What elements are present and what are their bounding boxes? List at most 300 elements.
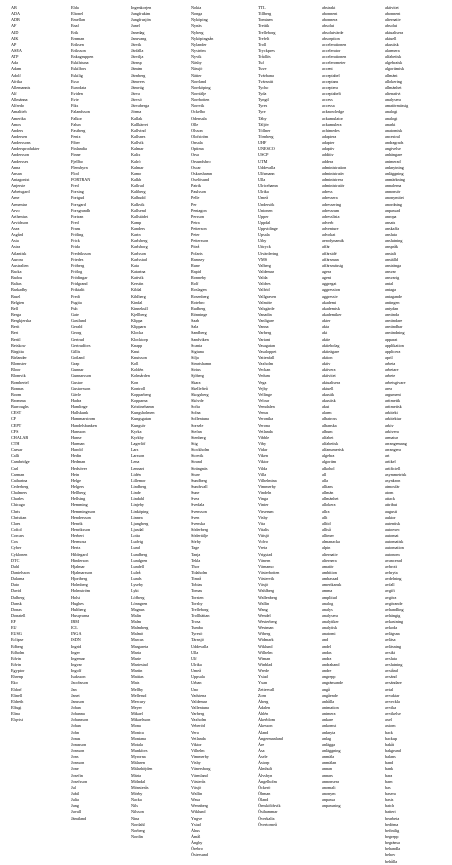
word-entry: Veronika bbox=[258, 416, 274, 422]
word-entry: Ängby bbox=[191, 840, 203, 846]
word-entry: Linnea bbox=[131, 514, 143, 520]
word-entry: Gerald bbox=[71, 324, 83, 330]
word-entry: Vanna bbox=[258, 324, 269, 330]
word-entry: Christian bbox=[11, 514, 27, 520]
word-entry: Solna bbox=[191, 410, 201, 416]
word-entry: album bbox=[322, 428, 333, 434]
word-entry: Lykt bbox=[131, 588, 139, 594]
word-entry: Ludvig bbox=[131, 539, 144, 545]
word-entry: avläsning bbox=[385, 643, 402, 649]
word-entry: Nina bbox=[131, 815, 140, 821]
word-entry: Onsala bbox=[191, 140, 203, 146]
word-entry: Jansvang bbox=[131, 35, 147, 41]
word-entry: Simrishamn bbox=[191, 361, 212, 367]
word-entry: Lidén bbox=[131, 471, 141, 477]
word-entry: Wennberg bbox=[191, 803, 209, 809]
word-entry: USCP bbox=[258, 152, 269, 158]
word-entry: Kinnekull bbox=[131, 305, 148, 311]
word-entry: Eskilstuna bbox=[71, 60, 89, 66]
word-entry: Sollentuna bbox=[191, 416, 209, 422]
word-entry: Margareta bbox=[131, 643, 149, 649]
word-entry: Dahl bbox=[11, 563, 20, 569]
word-entry: administrativ bbox=[322, 170, 345, 176]
word-entry: Vattenfall bbox=[258, 355, 275, 361]
word-entry: Valdemar bbox=[258, 269, 275, 275]
word-entry: Norrtälje bbox=[191, 90, 207, 96]
word-entry: Hjalmar bbox=[71, 563, 85, 569]
word-entry: Peter bbox=[191, 232, 200, 238]
word-entry: Cyber bbox=[11, 545, 22, 551]
word-entry: Järvsö bbox=[131, 97, 142, 103]
word-entry: David bbox=[11, 588, 22, 594]
word-entry: Vedum bbox=[258, 373, 270, 379]
word-entry: arbetare bbox=[385, 367, 399, 373]
word-entry: anläggning bbox=[385, 170, 404, 176]
word-entry: Nässjö bbox=[191, 66, 203, 72]
word-entry: Cofiol bbox=[11, 526, 22, 532]
word-entry: Sandberg bbox=[191, 330, 207, 336]
word-entry: Linköping bbox=[131, 508, 149, 514]
word-entry: Calli bbox=[11, 453, 20, 459]
word-entry: Henriksson bbox=[71, 526, 91, 532]
word-entry: Strängnäs bbox=[191, 465, 208, 471]
word-entry: accelerationen bbox=[322, 41, 347, 47]
word-entry: Asta bbox=[11, 238, 19, 244]
word-entry: Kerstin bbox=[131, 281, 144, 287]
word-entry: barn bbox=[385, 778, 393, 784]
word-entry: Gustavsson bbox=[71, 385, 91, 391]
word-entry: Hildegard bbox=[71, 551, 88, 557]
word-entry: Andersses bbox=[11, 158, 29, 164]
word-entry: Birlander bbox=[11, 355, 27, 361]
word-entry: Norberg bbox=[131, 827, 145, 833]
word-entry: Badou bbox=[11, 275, 22, 281]
word-entry: ackumulator bbox=[322, 115, 343, 121]
word-entry: alltmer bbox=[322, 533, 334, 539]
word-entry: anhängare bbox=[385, 152, 403, 158]
word-entry: Herbert bbox=[71, 533, 84, 539]
word-entry: Åberg bbox=[258, 698, 269, 704]
word-entry: Gunnar bbox=[71, 367, 84, 373]
word-entry: avkoda bbox=[385, 625, 398, 631]
word-entry: Veckan bbox=[258, 367, 271, 373]
word-entry: Torsten bbox=[191, 594, 204, 600]
word-entry: Eriksson bbox=[71, 47, 86, 53]
word-entry: Kontroll bbox=[131, 385, 146, 391]
word-entry: avsändare bbox=[385, 680, 402, 686]
word-entry: Fortran bbox=[71, 213, 84, 219]
word-entry: aktiv bbox=[322, 361, 331, 367]
word-entry: Donas bbox=[11, 606, 22, 612]
word-entry: Vilhelmina bbox=[258, 477, 277, 483]
word-entry: Antagonist bbox=[11, 176, 30, 182]
word-entry: Tekla bbox=[191, 557, 201, 563]
word-entry: Oskarshamn bbox=[191, 170, 212, 176]
word-entry: Sofia bbox=[191, 404, 200, 410]
word-entry: Uppdal bbox=[258, 219, 271, 225]
word-entry: administrera bbox=[322, 176, 343, 182]
word-entry: alltid bbox=[322, 520, 331, 526]
word-entry: ancestral bbox=[385, 133, 400, 139]
word-entry: CTH bbox=[11, 440, 20, 446]
word-entry: CEST bbox=[11, 410, 22, 416]
word-entry: Vita bbox=[258, 520, 265, 526]
word-entry: Jämtm bbox=[131, 66, 143, 72]
word-entry: Ulricehamn bbox=[258, 183, 278, 189]
word-entry: angivelse bbox=[385, 146, 401, 152]
word-entry: Zettervall bbox=[258, 686, 275, 692]
word-entry: aggregat bbox=[322, 281, 337, 287]
word-entry: CHALAB bbox=[11, 434, 29, 440]
word-entry: Hjalmarsson bbox=[71, 569, 93, 575]
word-entry: Olofström bbox=[191, 133, 209, 139]
word-entry: adressrum bbox=[322, 207, 340, 213]
word-entry: Mellby bbox=[131, 686, 144, 692]
word-entry: affär bbox=[322, 244, 330, 250]
word-entry: attack bbox=[385, 496, 395, 502]
word-entry: Arne bbox=[11, 195, 20, 201]
word-entry: Johan bbox=[71, 705, 81, 711]
word-entry: UTM bbox=[258, 158, 268, 164]
word-entry: Mercury bbox=[131, 698, 146, 704]
word-entry: avlägsna bbox=[385, 631, 400, 637]
word-entry: Tvärsnitt bbox=[258, 78, 274, 84]
word-entry: Mats bbox=[131, 680, 140, 686]
word-entry: arkitekt bbox=[385, 410, 398, 416]
word-entry: Skogsberg bbox=[191, 391, 209, 397]
word-entry: Emellan bbox=[71, 17, 85, 23]
word-entry: Eltonel bbox=[71, 11, 84, 17]
word-entry: Trådlös bbox=[258, 54, 271, 60]
word-entry: abstrakt bbox=[322, 5, 336, 10]
word-entry: Odensala bbox=[191, 115, 207, 121]
word-entry: bakåt bbox=[385, 741, 395, 747]
word-entry: Åstorp bbox=[258, 760, 270, 766]
word-entry: anskaffa bbox=[385, 226, 400, 232]
word-entry: art bbox=[385, 453, 390, 459]
word-entry: Luleå bbox=[131, 569, 141, 575]
word-entry: Optima bbox=[191, 146, 204, 152]
word-entry: Ångermanland bbox=[258, 735, 283, 741]
word-entry: Uppsala bbox=[191, 674, 205, 680]
word-entry: Rotebro bbox=[191, 299, 205, 305]
word-entry: Kopparberg bbox=[131, 391, 151, 397]
word-entry: Viby bbox=[258, 440, 267, 446]
word-entry: Jul bbox=[71, 784, 76, 790]
word-entry: Överkalix bbox=[258, 815, 275, 821]
word-entry: Skellefteå bbox=[191, 385, 208, 391]
word-entry: Pentagon bbox=[191, 207, 207, 213]
word-entry: adressering bbox=[322, 201, 342, 207]
word-entry: Svea bbox=[191, 496, 200, 502]
word-entry: Nynäs bbox=[191, 23, 202, 29]
word-entry: acceptera bbox=[322, 84, 338, 90]
word-entry: Järva bbox=[131, 90, 140, 96]
word-entry: acknowledge bbox=[322, 109, 345, 115]
word-entry: amma bbox=[322, 588, 333, 594]
word-entry: avveckla bbox=[385, 698, 400, 704]
word-entry: aktivera bbox=[322, 367, 336, 373]
word-entry: Linjeby bbox=[131, 502, 145, 508]
word-entry: INGA bbox=[71, 631, 82, 637]
word-entry: Vemdalen bbox=[258, 404, 275, 410]
word-entry: Friktalit bbox=[71, 287, 85, 293]
word-entry: arrangera bbox=[385, 447, 401, 453]
word-entry: Jung bbox=[71, 803, 79, 809]
word-entry: balans bbox=[385, 754, 396, 760]
word-entry: arbete bbox=[385, 373, 396, 379]
word-entry: VMS bbox=[258, 256, 268, 262]
word-entry: Kihlberg bbox=[131, 293, 146, 299]
word-entry: Berga bbox=[11, 312, 21, 318]
word-entry: Lundgren bbox=[131, 557, 148, 563]
word-entry: Martin bbox=[131, 668, 143, 674]
word-entry: Tuve bbox=[258, 66, 267, 72]
word-entry: Velour bbox=[258, 398, 270, 403]
word-entry: Lindahl bbox=[131, 496, 145, 502]
word-entry: Nokia bbox=[191, 5, 202, 10]
word-entry: Alf bbox=[11, 90, 17, 96]
word-entry: anmärkning bbox=[385, 176, 406, 182]
word-entry: Baltas bbox=[11, 281, 22, 287]
word-entry: Kalrö bbox=[131, 158, 141, 164]
word-entry: animation bbox=[322, 705, 339, 711]
word-entry: alla bbox=[322, 477, 329, 483]
word-entry: anknytning bbox=[385, 164, 404, 170]
word-entry: Magnus bbox=[131, 606, 145, 612]
word-entry: allra bbox=[322, 508, 330, 514]
word-entry: Norrvik bbox=[191, 103, 205, 109]
word-entry: Ingolf bbox=[71, 668, 82, 674]
word-entry: annonsör bbox=[385, 189, 401, 195]
word-entry: Eko bbox=[11, 680, 18, 686]
word-entry: Övertorneå bbox=[258, 821, 277, 827]
word-entry: Hellberg bbox=[71, 490, 86, 496]
word-entry: använda bbox=[385, 312, 399, 318]
word-entry: Vadstena bbox=[191, 692, 207, 698]
word-entry: Nils bbox=[131, 803, 138, 809]
word-entry: aktieägare bbox=[322, 348, 340, 354]
word-entry: Bertil bbox=[11, 336, 21, 342]
word-entry: Virserum bbox=[258, 508, 274, 514]
word-entry: Jämtland bbox=[71, 815, 87, 821]
word-entry: Olle bbox=[191, 121, 199, 127]
word-entry: april bbox=[385, 355, 393, 361]
word-entry: Georg bbox=[71, 330, 82, 336]
word-entry: Tage bbox=[191, 545, 200, 551]
word-entry: Forsgrandh bbox=[71, 207, 91, 213]
word-entry: Jungfrukim bbox=[131, 11, 151, 17]
word-entry: backup bbox=[385, 735, 398, 741]
word-entry: Vetlanda bbox=[258, 428, 273, 434]
word-entry: Claes bbox=[11, 520, 21, 526]
word-entry: Jubil bbox=[71, 791, 80, 796]
word-entry: Sigtuna bbox=[191, 348, 204, 354]
word-entry: avvika bbox=[385, 705, 397, 711]
word-entry: antal bbox=[385, 281, 394, 287]
word-entry: aritmetisk bbox=[385, 404, 402, 410]
word-entry: Stenberg bbox=[191, 434, 206, 440]
word-column-4 bbox=[191, 5, 249, 859]
word-entry: argument bbox=[385, 391, 401, 397]
word-entry: avbryta bbox=[385, 569, 398, 575]
word-entry: algoritm bbox=[322, 459, 337, 465]
word-entry: Yngve bbox=[191, 815, 203, 821]
word-entry: Vänersborg bbox=[191, 766, 211, 772]
word-entry: Kallvind bbox=[131, 127, 146, 133]
word-entry: Fredriksson bbox=[71, 250, 91, 256]
word-entry: Gillis bbox=[71, 348, 81, 354]
word-entry: Stockholm bbox=[191, 447, 210, 453]
word-entry: Stefan bbox=[191, 428, 202, 434]
word-entry: Falandsson bbox=[71, 109, 90, 115]
word-entry: Ingenkorjen bbox=[131, 5, 152, 10]
word-entry: avvaktar bbox=[385, 692, 400, 698]
word-entry: antagande bbox=[385, 293, 402, 299]
word-entry: akt bbox=[322, 330, 328, 336]
word-entry: anspråk bbox=[385, 244, 399, 250]
word-entry: TTL bbox=[258, 5, 266, 10]
word-entry: Per bbox=[191, 201, 197, 207]
word-entry: Wiman bbox=[258, 655, 271, 661]
word-entry: Cambridge bbox=[11, 459, 30, 465]
word-entry: accessa bbox=[322, 103, 335, 109]
word-entry: Tobias bbox=[191, 582, 203, 588]
word-entry: Rolf bbox=[191, 281, 199, 287]
word-entry: Andersen bbox=[11, 133, 28, 139]
word-entry: axiom bbox=[385, 723, 396, 729]
word-column-6 bbox=[322, 5, 380, 809]
word-entry: applikation bbox=[385, 342, 404, 348]
word-entry: Eskilfors bbox=[71, 66, 87, 72]
word-entry: Hermosa bbox=[71, 539, 87, 545]
word-entry: Tyngd bbox=[258, 97, 269, 103]
word-entry: Hein bbox=[71, 471, 80, 477]
word-entry: Backa bbox=[11, 269, 22, 275]
word-entry: Örebro bbox=[191, 846, 203, 852]
word-entry: Vaxholm bbox=[258, 361, 274, 367]
word-entry: absolutvärde bbox=[322, 29, 344, 35]
word-entry: Montana bbox=[131, 735, 146, 741]
word-entry: administratör bbox=[322, 183, 345, 189]
word-entry: Torsby bbox=[191, 600, 203, 606]
word-entry: Trefelt bbox=[258, 35, 270, 41]
word-entry: Trelleborg bbox=[258, 29, 276, 35]
word-entry: Kallkärret bbox=[131, 121, 148, 127]
word-entry: arrangemang bbox=[385, 440, 407, 446]
word-entry: Bombertel bbox=[11, 379, 29, 385]
word-entry: Ehrenp bbox=[11, 674, 24, 680]
word-entry: begrepp bbox=[385, 833, 399, 839]
word-entry: Westerberg bbox=[258, 619, 277, 625]
word-entry: CFS bbox=[11, 428, 19, 434]
word-entry: analytiker bbox=[322, 619, 339, 625]
word-column-1 bbox=[11, 5, 69, 723]
word-entry: Astra bbox=[11, 244, 21, 250]
word-entry: anhålla bbox=[322, 698, 335, 704]
word-entry: Hedsöver bbox=[71, 465, 88, 471]
word-entry: AB bbox=[11, 5, 17, 10]
word-entry: Ulla bbox=[191, 649, 199, 655]
word-entry: användare bbox=[385, 318, 403, 324]
word-entry: alkohol bbox=[322, 465, 335, 471]
word-column-7 bbox=[385, 5, 443, 865]
word-entry: Uttryck bbox=[258, 244, 271, 250]
word-entry: Vilda bbox=[258, 465, 268, 471]
word-entry: Charles bbox=[11, 496, 24, 502]
word-entry: Tyda bbox=[258, 90, 267, 96]
word-entry: Östersund bbox=[191, 852, 208, 858]
word-entry: Persson bbox=[191, 213, 205, 219]
word-entry: Varberg bbox=[258, 330, 272, 336]
word-entry: Svenska bbox=[191, 520, 205, 526]
word-entry: alltså bbox=[322, 526, 331, 532]
word-entry: ansvarig bbox=[385, 275, 400, 281]
word-entry: Trelleborg bbox=[191, 606, 209, 612]
word-entry: Bromma bbox=[11, 398, 26, 403]
word-entry: Ernman bbox=[71, 35, 85, 41]
word-entry: Ådalen bbox=[258, 705, 271, 711]
word-entry: Anna bbox=[11, 164, 21, 170]
word-entry: Chicago bbox=[11, 502, 25, 508]
word-entry: akustisk bbox=[385, 41, 399, 47]
word-entry: Rudberg bbox=[191, 305, 206, 311]
word-entry: adventure bbox=[322, 226, 339, 232]
word-entry: Elinell bbox=[11, 692, 23, 698]
word-entry: Edberg bbox=[11, 643, 24, 649]
word-entry: Knut bbox=[131, 348, 140, 354]
word-entry: Kallak bbox=[131, 115, 143, 121]
word-entry: Scania bbox=[191, 342, 203, 348]
word-entry: Nylander bbox=[191, 41, 207, 47]
word-entry: AID bbox=[11, 29, 19, 35]
word-entry: Eriksen bbox=[71, 41, 84, 47]
word-entry: Utvärdering bbox=[258, 250, 279, 256]
word-entry: Bert bbox=[11, 330, 19, 336]
word-entry: Nätter bbox=[191, 72, 202, 78]
word-entry: Upsala bbox=[258, 232, 270, 238]
word-entry: andel bbox=[322, 643, 332, 649]
word-entry: Bergkjerska bbox=[11, 318, 32, 324]
word-entry: allokera bbox=[322, 502, 336, 508]
word-entry: anpassning bbox=[322, 803, 341, 809]
word-entry: Unionen bbox=[258, 207, 273, 213]
word-entry: Kaliberg bbox=[131, 189, 146, 195]
word-entry: analog bbox=[322, 600, 334, 606]
word-entry: Järvaberga bbox=[131, 103, 150, 109]
word-entry: andra bbox=[322, 655, 332, 661]
word-entry: Julia bbox=[71, 797, 79, 803]
word-entry: Åkesson bbox=[258, 723, 273, 729]
word-entry: användbar bbox=[385, 324, 403, 330]
word-entry: anatomi bbox=[322, 631, 336, 637]
word-entry: annan bbox=[322, 766, 332, 772]
word-entry: adresslista bbox=[322, 213, 340, 219]
word-entry: Lundberg bbox=[131, 551, 148, 557]
word-entry: arbeta bbox=[385, 361, 396, 367]
word-entry: automatisk bbox=[385, 539, 404, 545]
word-entry: anmälan bbox=[322, 760, 337, 766]
word-entry: Älmhult bbox=[258, 766, 272, 772]
word-entry: avbrott bbox=[385, 563, 397, 569]
word-entry: Åre bbox=[258, 741, 265, 747]
word-entry: Roslagen bbox=[191, 287, 207, 293]
word-entry: Chalmers bbox=[11, 490, 28, 496]
word-entry: ISDN bbox=[71, 637, 81, 643]
word-entry: Öland bbox=[258, 797, 269, 803]
word-entry: Visby bbox=[191, 760, 201, 766]
word-entry: befintlig bbox=[385, 827, 400, 833]
